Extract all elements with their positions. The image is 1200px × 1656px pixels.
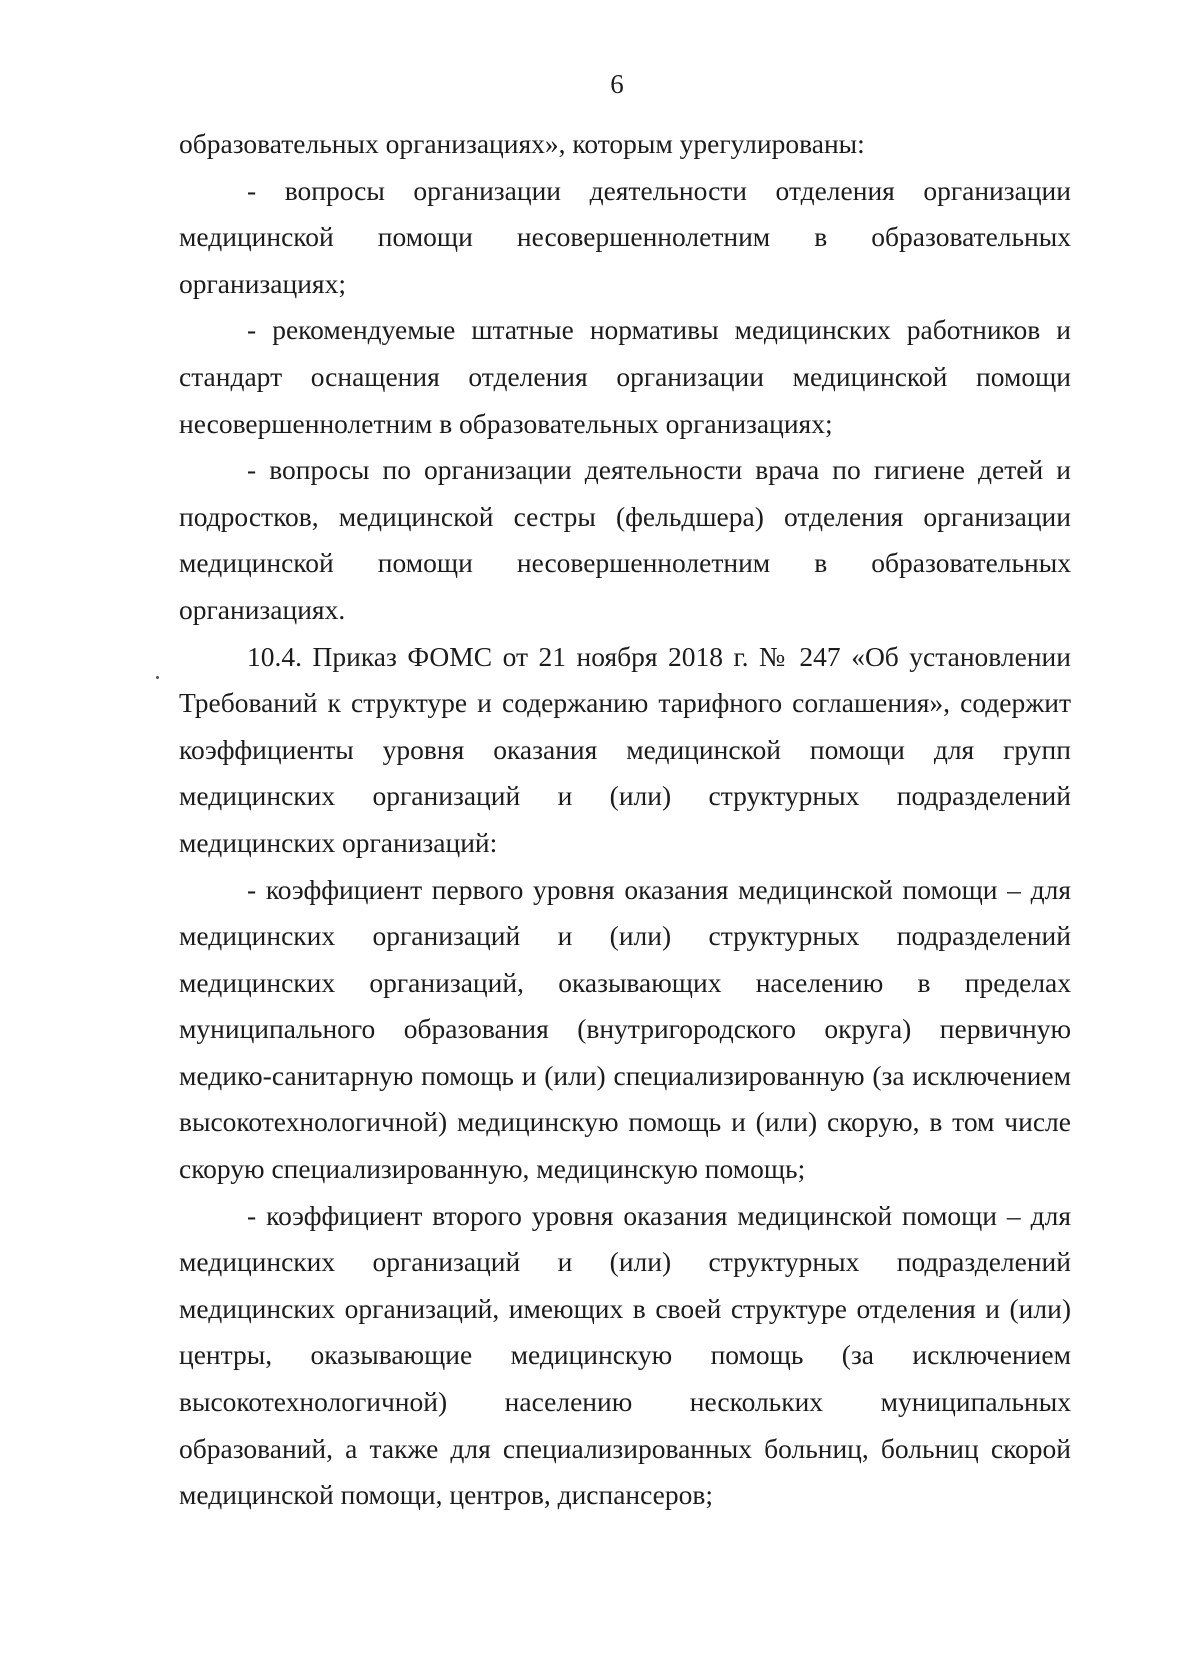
paragraph-list-item: - коэффициент первого уровня оказания медицинской помощи – для медицинских организаций и (или) структурных подразделений медицинских организаций, оказывающих населению в пределах муниципального образования (внутригородского округа) первичную медико-санитарную помощь и (или) специализированную (за исключением высокотехнологичной) медицинскую помощь и (или) скорую, в том числе скорую специализированную, медицинскую помощь; (179, 873, 1071, 1185)
document-body (179, 121, 1071, 1519)
paragraph-list-item: - вопросы по организации деятельности врача по гигиене детей и подростков, медицинской сестры (фельдшера) отделения организации медицинской помощи несовершеннолетним в образовательных организациях. (179, 454, 1071, 625)
paragraph-list-item: - коэффициент второго уровня оказания медицинской помощи – для медицинских организаций и (или) структурных подразделений медицинских организаций, имеющих в своей структуре отделения и (или) центры, оказывающие медицинскую помощь (за исключением высокотехнологичной) населению нескольких муниципальных образований, а также для специализированных больниц, больниц скорой медицинской помощи, центров, диспансеров; (179, 1199, 1071, 1511)
page-number: 6 (610, 69, 624, 99)
paragraph-list-item: - рекомендуемые штатные нормативы медицинских работников и стандарт оснащения отделения организации медицинской помощи несовершеннолетним в образовательных организациях; (179, 314, 1071, 439)
paragraph-section-10-4: 10.4. Приказ ФОМС от 21 ноября 2018 г. № 247 «Об установлении Требований к структуре и содержанию тарифного соглашения», содержит коэффициенты уровня оказания медицинской помощи для групп медицинских организаций и (или) структурных подразделений медицинских организаций: (179, 640, 1071, 858)
paragraph-list-item: - вопросы организации деятельности отделения организации медицинской помощи несовершеннолетним в образовательных организациях; (179, 174, 1071, 299)
paragraph-continuation: образовательных организациях», которым урегулированы: (179, 128, 865, 159)
scan-speck (156, 676, 159, 679)
